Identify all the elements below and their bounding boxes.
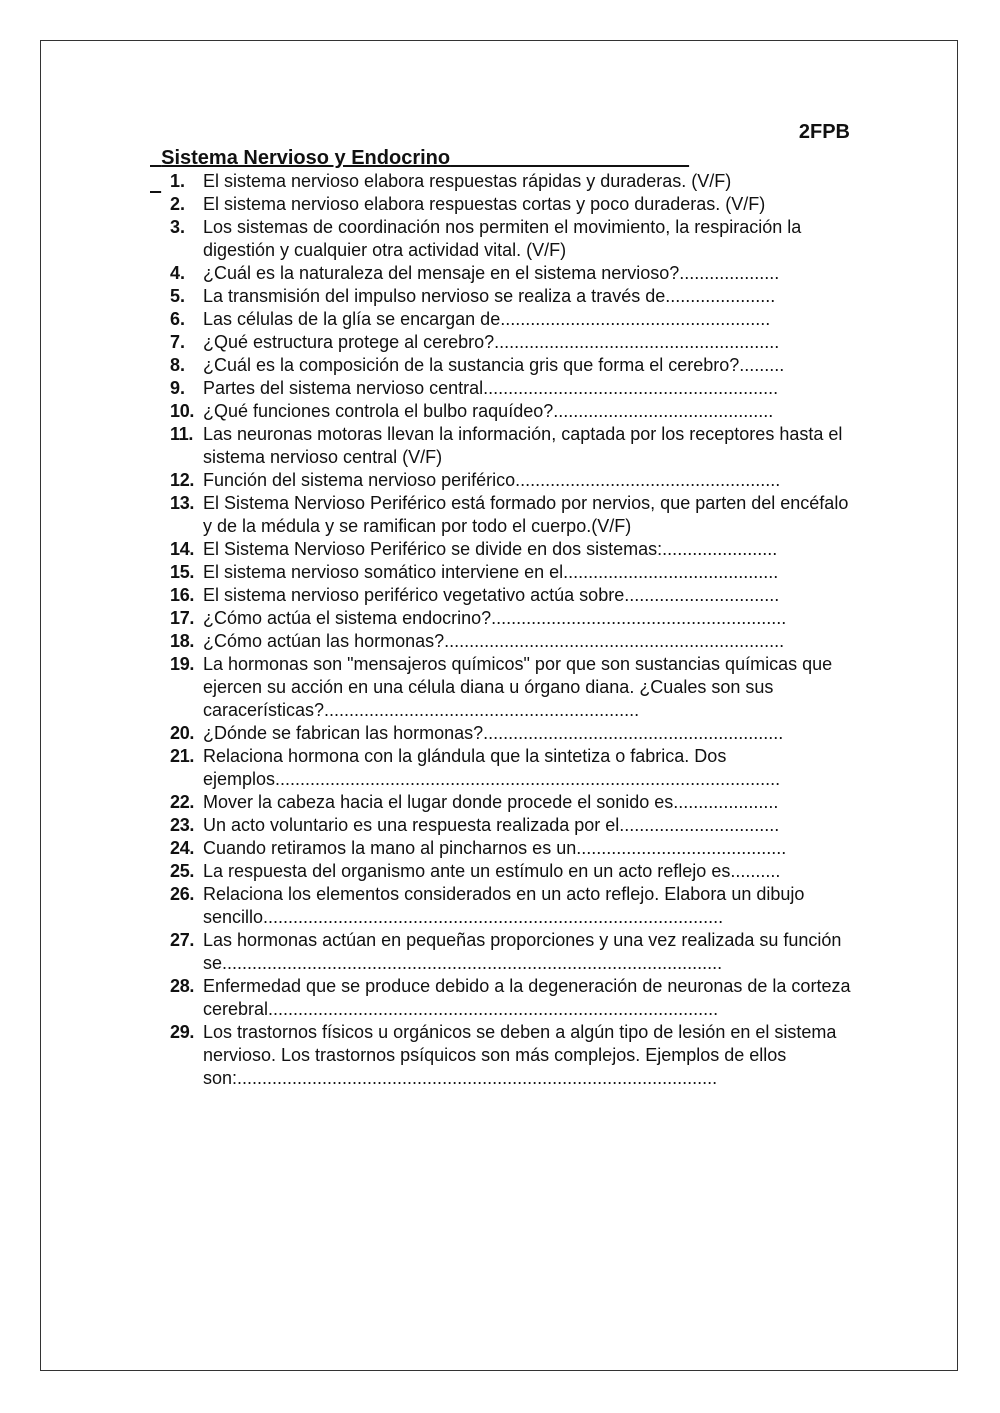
question-number: 18. — [170, 631, 195, 651]
question-text: Mover la cabeza hacia el lugar donde procede el sonido es..................... — [203, 792, 779, 812]
question-text: La hormonas son "mensajeros químicos" por que son sustancias químicas que ejercen su acción en una célula diana u órgano diana. ¿Cuales son sus caracerísticas?............................................................... — [203, 654, 833, 720]
question-number: 19. — [170, 654, 195, 674]
question-item — [170, 791, 856, 814]
question-number: 4. — [170, 263, 186, 283]
question-text: ¿Cómo actúa el sistema endocrino?........................................................... — [203, 608, 787, 628]
question-number: 3. — [170, 217, 186, 237]
question-number: 14. — [170, 539, 195, 559]
question-list — [170, 170, 856, 1090]
question-text: El Sistema Nervioso Periférico está formado por nervios, que parten del encéfalo y de la médula y se ramifican por todo el cuerpo.(V/F) — [203, 493, 849, 536]
question-text: La transmisión del impulso nervioso se realiza a través de...................... — [203, 286, 776, 306]
question-number: 8. — [170, 355, 186, 375]
question-item — [170, 653, 856, 722]
question-number: 6. — [170, 309, 186, 329]
question-number: 1. — [170, 171, 186, 191]
question-item — [170, 354, 856, 377]
question-item — [170, 722, 856, 745]
question-item — [170, 216, 856, 262]
question-item — [170, 285, 856, 308]
question-item — [170, 883, 856, 929]
question-item — [170, 837, 856, 860]
question-item — [170, 584, 856, 607]
question-text: Relaciona los elementos considerados en un acto reflejo. Elabora un dibujo sencillo............................................................................................ — [203, 884, 805, 927]
question-number: 29. — [170, 1022, 195, 1042]
question-text: Los trastornos físicos u orgánicos se deben a algún tipo de lesión en el sistema nervioso. Los trastornos psíquicos son más complejos. Ejemplos de ellos son:................................................................................................ — [203, 1022, 837, 1088]
question-text: Relaciona hormona con la glándula que la sintetiza o fabrica. Dos ejemplos..................................................................................................... — [203, 746, 781, 789]
question-text: El sistema nervioso periférico vegetativo actúa sobre............................... — [203, 585, 780, 605]
question-item — [170, 170, 856, 193]
question-number: 9. — [170, 378, 186, 398]
question-number: 7. — [170, 332, 186, 352]
question-text: Las neuronas motoras llevan la información, captada por los receptores hasta el sistema nervioso central (V/F) — [203, 424, 843, 467]
question-item — [170, 377, 856, 400]
question-item — [170, 308, 856, 331]
question-item — [170, 860, 856, 883]
question-number: 26. — [170, 884, 195, 904]
question-text: Partes del sistema nervioso central........................................................... — [203, 378, 779, 398]
question-text: Cuando retiramos la mano al pincharnos es un.......................................... — [203, 838, 787, 858]
question-item — [170, 331, 856, 354]
question-text: ¿Cómo actúan las hormonas?.................................................................... — [203, 631, 785, 651]
page-title: Sistema Nervioso y Endocrino — [161, 147, 451, 169]
question-text: Enfermedad que se produce debido a la degeneración de neuronas de la corteza cerebral.......................................................................................... — [203, 976, 851, 1019]
question-text: Función del sistema nervioso periférico..................................................... — [203, 470, 781, 490]
question-text: El Sistema Nervioso Periférico se divide en dos sistemas:....................... — [203, 539, 778, 559]
question-number: 2. — [170, 194, 186, 214]
question-number: 11. — [170, 424, 194, 444]
question-text: ¿Cuál es la naturaleza del mensaje en el sistema nervioso?.................... — [203, 263, 780, 283]
question-text: Un acto voluntario es una respuesta realizada por el................................ — [203, 815, 780, 835]
question-item — [170, 745, 856, 791]
question-number: 20. — [170, 723, 195, 743]
question-text: Los sistemas de coordinación nos permiten el movimiento, la respiración la digestión y cualquier otra actividad vital. (V/F) — [203, 217, 802, 260]
question-item — [170, 469, 856, 492]
question-number: 5. — [170, 286, 186, 306]
question-number: 17. — [170, 608, 195, 628]
question-item — [170, 400, 856, 423]
question-text: El sistema nervioso elabora respuestas cortas y poco duraderas. (V/F) — [203, 194, 766, 214]
question-text: ¿Dónde se fabrican las hormonas?............................................................ — [203, 723, 784, 743]
question-number: 16. — [170, 585, 195, 605]
question-number: 24. — [170, 838, 195, 858]
question-text: Las células de la glía se encargan de...................................................... — [203, 309, 771, 329]
question-text: ¿Cuál es la composición de la sustancia gris que forma el cerebro?......... — [203, 355, 785, 375]
question-item — [170, 561, 856, 584]
question-number: 25. — [170, 861, 195, 881]
question-text: El sistema nervioso elabora respuestas rápidas y duraderas. (V/F) — [203, 171, 732, 191]
question-number: 12. — [170, 470, 195, 490]
question-text: ¿Qué estructura protege al cerebro?......................................................... — [203, 332, 780, 352]
question-item — [170, 1021, 856, 1090]
question-item — [170, 975, 856, 1021]
question-number: 28. — [170, 976, 195, 996]
question-number: 23. — [170, 815, 195, 835]
question-item — [170, 630, 856, 653]
question-number: 13. — [170, 493, 195, 513]
question-number: 10. — [170, 401, 195, 421]
question-item — [170, 423, 856, 469]
course-code: 2FPB — [798, 121, 850, 143]
question-item — [170, 929, 856, 975]
question-number: 22. — [170, 792, 195, 812]
question-number: 15. — [170, 562, 195, 582]
question-number: 21. — [170, 746, 195, 766]
question-text: Las hormonas actúan en pequeñas proporciones y una vez realizada su función se.................................................................................................... — [203, 930, 842, 973]
question-item — [170, 492, 856, 538]
question-text: ¿Qué funciones controla el bulbo raquídeo?............................................ — [203, 401, 774, 421]
question-item — [170, 607, 856, 630]
question-item — [170, 814, 856, 837]
question-item — [170, 193, 856, 216]
question-text: La respuesta del organismo ante un estímulo en un acto reflejo es.......... — [203, 861, 781, 881]
question-number: 27. — [170, 930, 195, 950]
question-text: El sistema nervioso somático interviene en el........................................... — [203, 562, 779, 582]
question-item — [170, 538, 856, 561]
question-item — [170, 262, 856, 285]
